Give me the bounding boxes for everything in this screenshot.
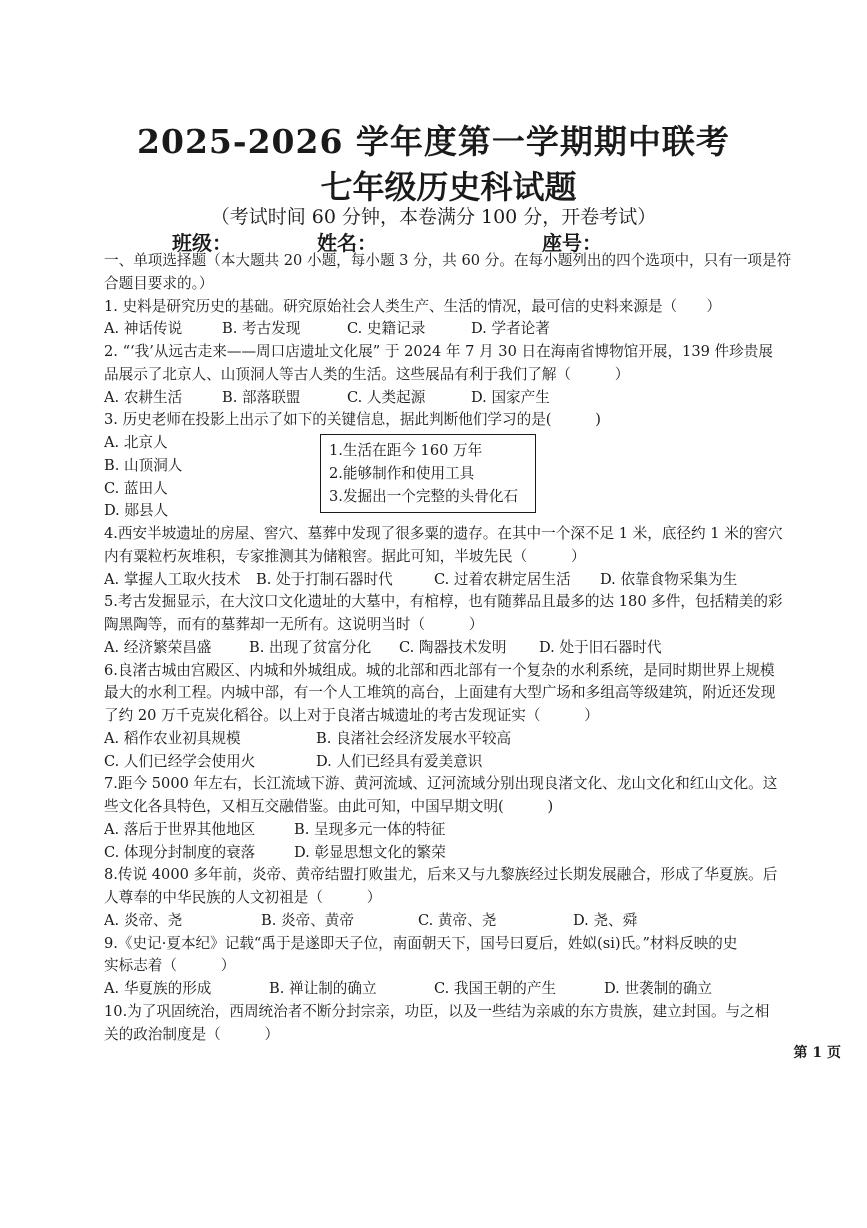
q2-options [104,387,828,410]
q3-stem: 3. 历史老师在投影上出示了如下的关键信息，据此判断他们学习的是( ) [104,411,601,429]
q5-stem: 5.考古发掘显示，在大汶口文化遗址的大墓中，有棺椁，也有随葬品且最多的达 180 多件，包括精美的彩 [104,593,783,611]
section-heading-cont: 合题目要求的。） [104,274,214,292]
q9-options [104,978,828,1001]
q2-option-b: B. 部落联盟 [222,388,301,406]
q2-stem: 2. “‘我’从远古走来——周口店遗址文化展” 于 2024 年 7 月 30 日在海南省博物馆开展，139 件珍贵展 [104,343,773,360]
q5-stem-cont: 陶黑陶等，而有的墓葬却一无所有。这说明当时（ ） [104,616,484,633]
seat-label: 座号： [542,231,602,255]
q8-option-a: A. 炎帝、尧 [104,911,183,929]
class-label: 班级： [172,231,232,255]
q8-option-d: D. 尧、舜 [573,911,638,929]
q6-option-a: A. 稻作农业初具规模 [104,729,241,747]
q4-option-b: B. 处于打制石器时代 [256,570,393,588]
page-number: 第 1 页 [793,1045,841,1061]
question-body [104,250,828,1046]
q1-stem: 1. 史料是研究历史的基础。研究原始社会人类生产、生活的情况，最可信的史料来源是（ ） [104,297,721,315]
q7-options-row1 [104,819,828,842]
q4-option-d: D. 依靠食物采集为生 [600,570,738,588]
q3-key-info-box [320,434,536,513]
q7-option-c: C. 体现分封制度的衰落 [104,843,256,861]
q10-stem: 10.为了巩固统治，西周统治者不断分封宗亲，功臣，以及一些结为亲戚的东方贵族，建立封国。与之相 [104,1002,770,1020]
q6-option-d: D. 人们已经具有爱美意识 [316,752,483,770]
q6-option-b: B. 良渚社会经济发展水平较高 [316,729,512,747]
q1-options [104,318,828,341]
q1-option-d: D. 学者论著 [471,320,550,338]
q9-option-c: C. 我国王朝的产生 [434,980,557,997]
q4-option-a: A. 掌握人工取火技术 [104,570,241,588]
q6-options-row1 [104,728,828,751]
exam-title: 2025-2026 学年度第一学期期中联考 [137,122,730,161]
q5-option-a: A. 经济繁荣昌盛 [104,638,212,656]
exam-info: （考试时间 60 分钟，本卷满分 100 分，开卷考试） [210,206,657,228]
q7-option-b: B. 呈现多元一体的特征 [294,820,446,838]
q5-option-b: B. 出现了贫富分化 [249,638,372,656]
q4-option-c: C. 过着农耕定居生活 [434,570,571,588]
q8-option-c: C. 黄帝、尧 [418,911,497,929]
q8-stem: 8.传说 4000 多年前，炎帝、黄帝结盟打败蚩尤，后来又与九黎族经过长期发展融合，形成了华夏族。后 [104,866,778,884]
q7-option-d: D. 彰显思想文化的繁荣 [294,843,446,861]
q5-options [104,637,828,660]
q6-stem-cont2: 了约 20 万千克炭化稻谷。以上对于良渚古城遗址的考古发现证实（ ） [104,707,599,724]
q9-option-b: B. 禅让制的确立 [269,980,377,997]
q8-options [104,910,828,933]
q7-options-row2 [104,842,828,865]
q9-option-d: D. 世袭制的确立 [604,980,713,997]
q3-box-line-1: 1.生活在距今 160 万年 [329,442,483,459]
q9-stem-cont: 实标志着（ ） [104,957,236,975]
name-label: 姓名： [317,231,377,255]
q8-stem-cont: 人尊奉的中华民族的人文初祖是（ ） [104,889,382,906]
q2-option-a: A. 农耕生活 [104,388,183,406]
subject-title: 七年级历史科试题 [320,168,577,206]
q3-box-line-3: 3.发掘出一个完整的头骨化石 [329,488,519,505]
q2-option-d: D. 国家产生 [471,388,550,406]
q1-option-c: C. 史籍记录 [347,320,426,338]
q5-option-c: C. 陶器技术发明 [399,638,507,656]
q6-options-row2 [104,751,828,774]
q4-stem-cont: 内有粟粒朽灰堆积，专家推测其为储粮窖。据此可知，半坡先民（ ） [104,547,586,565]
student-info-row [172,227,772,255]
q6-stem-cont: 最大的水利工程。内城中部，有一个人工堆筑的高台，上面建有大型广场和多组高等级建筑，附近还发现 [104,684,776,702]
q7-stem-cont: 些文化各具特色，又相互交融借鉴。由此可知，中国早期文明( ) [104,798,554,815]
q10-stem-cont: 关的政治制度是（ ） [104,1025,280,1043]
q8-option-b: B. 炎帝、黄帝 [261,911,354,929]
q5-option-d: D. 处于旧石器时代 [539,638,662,656]
q4-options [104,569,828,592]
q7-option-a: A. 落后于世界其他地区 [104,820,256,838]
q6-stem: 6.良渚古城由宫殿区、内城和外城组成。城的北部和西北部有一个复杂的水利系统，是同时期世界上规模 [104,661,775,679]
q3-option-b: B. 山顶洞人 [104,456,183,474]
section-heading: 一、单项选择题（本大题共 20 小题，每小题 3 分，共 60 分。在每小题列出的四个选项中，只有一项是符 [104,252,792,269]
q6-option-c: C. 人们已经学会使用火 [104,752,256,770]
q2-stem-cont: 品展示了北京人、山顶洞人等古人类的生活。这些展品有利于我们了解（ ） [104,365,630,383]
q1-option-b: B. 考古发现 [222,320,301,338]
q9-stem: 9.《史记·夏本纪》记载“禹于是遂即天子位，南面朝天下，国号曰夏后，姓姒(si)氏。”材料反映的史 [104,934,738,952]
q1-option-a: A. 神话传说 [104,320,183,338]
q3-box-line-2: 2.能够制作和使用工具 [329,465,475,482]
q3-option-d: D. 郧县人 [104,502,169,520]
q9-option-a: A. 华夏族的形成 [104,980,212,997]
q3-option-c: C. 蓝田人 [104,479,168,497]
q7-stem: 7.距今 5000 年左右，长江流域下游、黄河流域、辽河流域分别出现良渚文化、龙山文化和红山文化。这 [104,775,778,793]
q4-stem: 4.西安半坡遗址的房屋、窖穴、墓葬中发现了很多粟的遗存。在其中一个深不足 1 米，底径约 1 米的窖穴 [104,525,783,542]
q2-option-c: C. 人类起源 [347,388,426,406]
q3-option-a: A. 北京人 [104,434,168,451]
